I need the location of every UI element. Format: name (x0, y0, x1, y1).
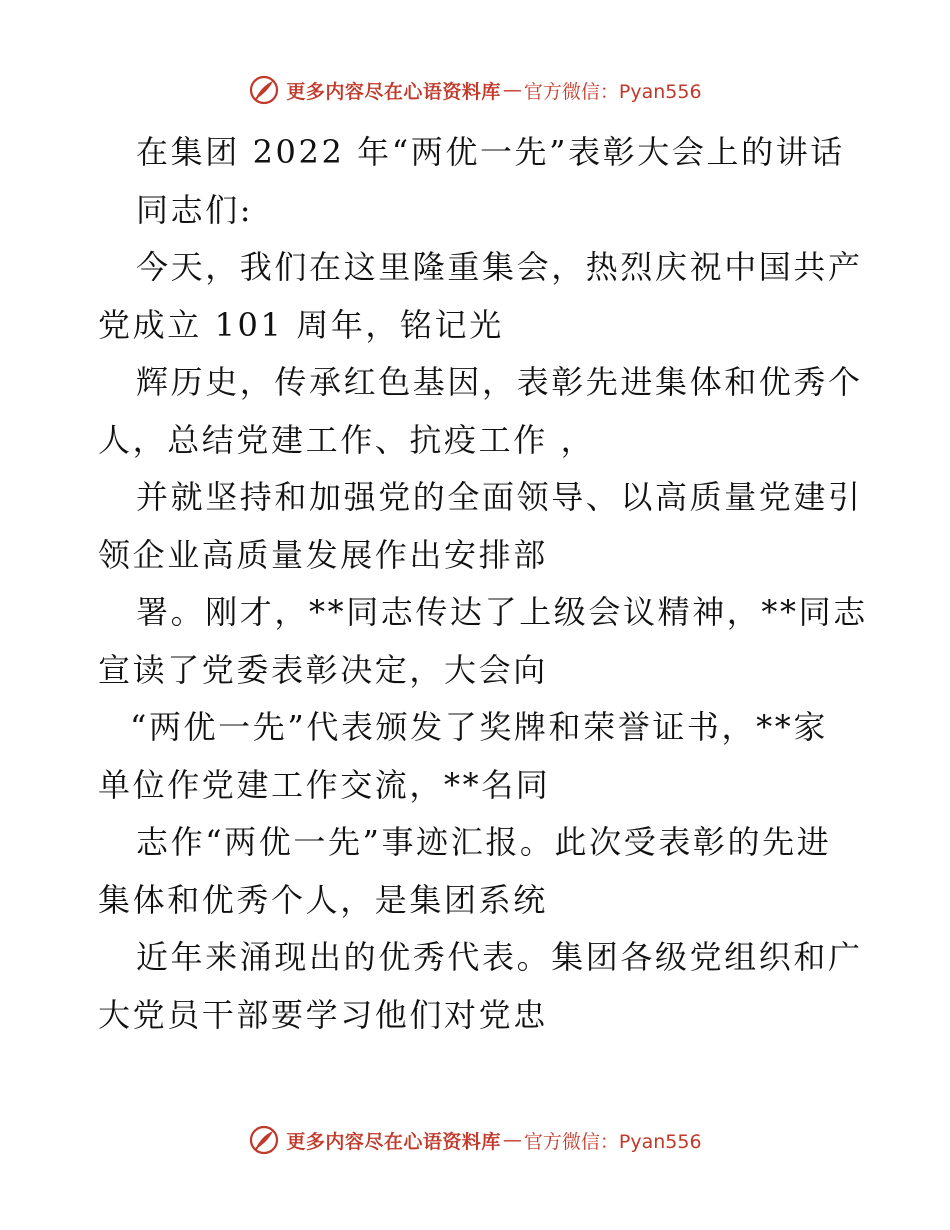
text-line: 宣读了党委表彰决定，大会向 (98, 650, 548, 689)
text-line: 并就坚持和加强党的全面领导、以高质量党建引 (136, 478, 863, 516)
document-title: 在集团 2022 年“两优一先”表彰大会上的讲话 (136, 133, 845, 171)
text-line: 领企业高质量发展作出安排部 (98, 535, 548, 574)
text-line: 志作“两优一先”事迹汇报。此次受表彰的先进 (136, 823, 832, 861)
watermark-wechat-label: 官方微信：Pyan556 (523, 80, 702, 103)
watermark-separator: — (502, 79, 522, 101)
text-line: 集体和优秀个人，是集团系统 (98, 880, 548, 919)
text-line: 人，总结党建工作、抗疫工作 ， (98, 420, 596, 459)
header-watermark (0, 70, 950, 110)
text-line: 党成立 101 周年，铭记光 (98, 305, 504, 344)
salutation-line: 同志们: (136, 190, 254, 229)
text-line: “两优一先”代表颁发了奖牌和荣誉证书，**家 (130, 708, 828, 746)
watermark-site-text: 更多内容尽在心语资料库 (286, 80, 501, 103)
watermark-separator: — (502, 1129, 522, 1151)
text-line: 近年来涌现出的优秀代表。集团各级党组织和广 (136, 938, 863, 976)
watermark-site-text: 更多内容尽在心语资料库 (286, 1130, 501, 1153)
quill-logo-icon (248, 74, 280, 106)
quill-logo-icon (248, 1124, 280, 1156)
text-line: 今天，我们在这里隆重集会，热烈庆祝中国共产 (136, 248, 863, 286)
text-line: 单位作党建工作交流，**名同 (98, 765, 551, 804)
text-line: 署。刚才，**同志传达了上级会议精神，**同志 (136, 593, 868, 631)
watermark-wechat-label: 官方微信：Pyan556 (523, 1130, 702, 1153)
footer-watermark (0, 1120, 950, 1160)
document-body (98, 124, 868, 1044)
text-line: 辉历史，传承红色基因，表彰先进集体和优秀个 (136, 363, 863, 401)
text-line: 大党员干部要学习他们对党忠 (98, 995, 548, 1034)
